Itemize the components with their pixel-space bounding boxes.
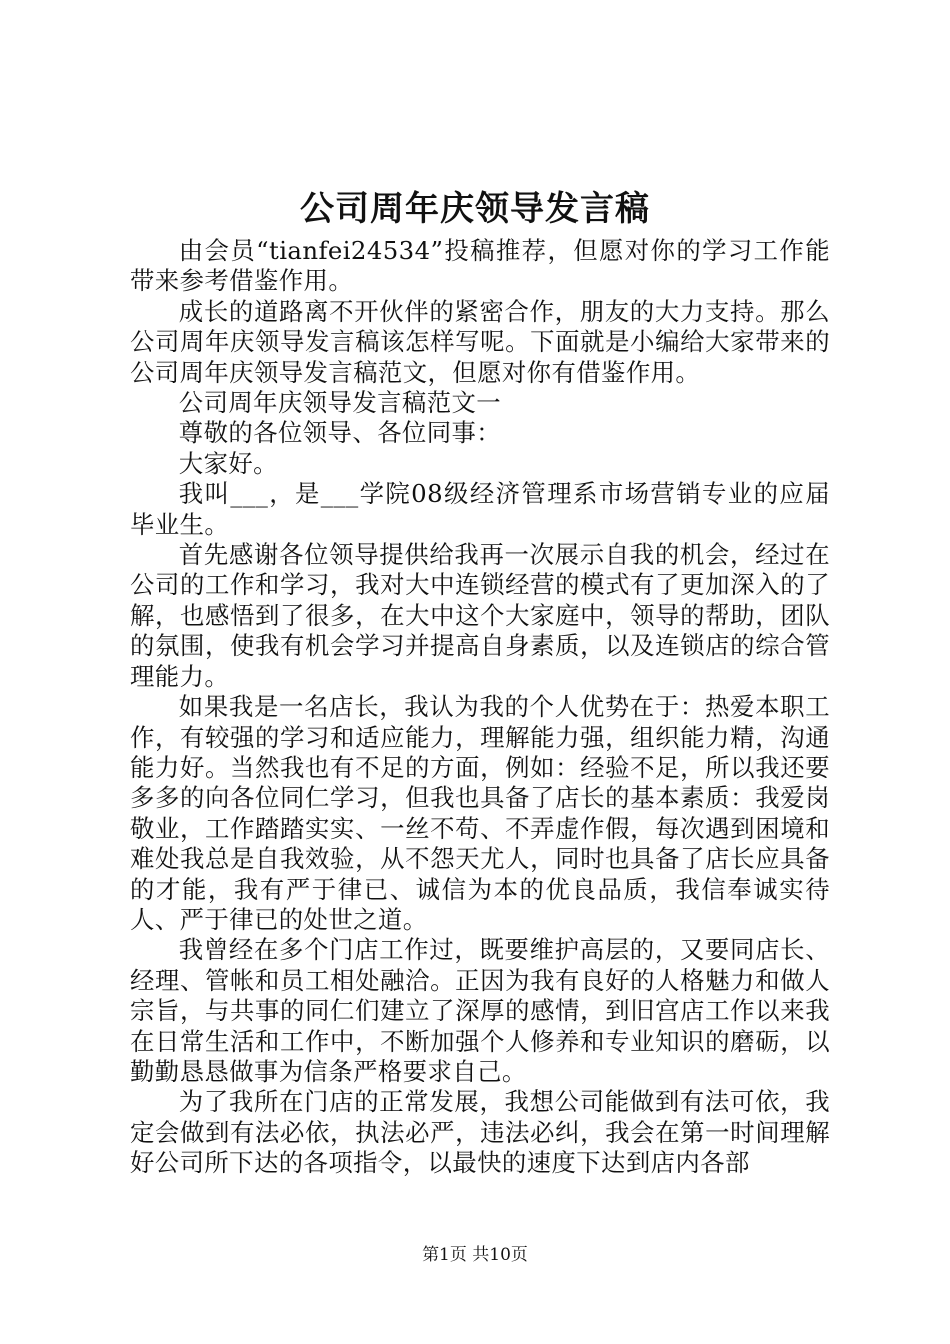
- paragraph: 如果我是一名店长，我认为我的个人优势在于：热爱本职工作，有较强的学习和适应能力，理解能力强，组织能力精，沟通能力好。当然我也有不足的方面，例如：经验不足，所以我还要多多的向各位同仁学习，但我也具备了店长的基本素质：我爱岗敬业，工作踏踏实实、一丝不苟、不弄虚作假，每次遇到困境和难处我总是自我效验，从不怨天尤人，同时也具备了店长应具备的才能，我有严于律已、诚信为本的优良品质，我信奉诚实待人、严于律已的处世之道。: [130, 692, 830, 934]
- document-title: 公司周年庆领导发言稿: [300, 189, 650, 229]
- document-body: [130, 236, 830, 1179]
- page-footer: 第1页 共10页: [422, 1245, 528, 1265]
- paragraph: 尊敬的各位领导、各位同事：: [178, 418, 502, 448]
- paragraph: 成长的道路离不开伙伴的紧密合作，朋友的大力支持。那么公司周年庆领导发言稿该怎样写呢。下面就是小编给大家带来的公司周年庆领导发言稿范文，但愿对你有借鉴作用。: [130, 296, 830, 387]
- paragraph: 公司周年庆领导发言稿范文一: [178, 388, 502, 418]
- paragraph: 由会员“tianfei24534”投稿推荐，但愿对你的学习工作能带来参考借鉴作用。: [130, 236, 830, 296]
- paragraph: 为了我所在门店的正常发展，我想公司能做到有法可依，我定会做到有法必依，执法必严，违法必纠，我会在第一时间理解好公司所下达的各项指令，以最快的速度下达到店内各部: [130, 1087, 830, 1178]
- paragraph: 我曾经在多个门店工作过，既要维护高层的，又要同店长、经理、管帐和员工相处融洽。正因为我有良好的人格魅力和做人宗旨，与共事的同仁们建立了深厚的感情，到旧宫店工作以来我在日常生活和工作中，不断加强个人修养和专业知识的磨砺，以勤勤恳恳做事为信条严格要求自己。: [130, 935, 830, 1086]
- paragraph: 大家好。: [178, 448, 278, 478]
- paragraph: 首先感谢各位领导提供给我再一次展示自我的机会，经过在公司的工作和学习，我对大中连锁经营的模式有了更加深入的了解，也感悟到了很多，在大中这个大家庭中，领导的帮助，团队的氛围，使我有机会学习并提高自身素质，以及连锁店的综合管理能力。: [130, 540, 830, 691]
- paragraph: 我叫___，是___学院08级经济管理系市场营销专业的应届毕业生。: [130, 479, 830, 539]
